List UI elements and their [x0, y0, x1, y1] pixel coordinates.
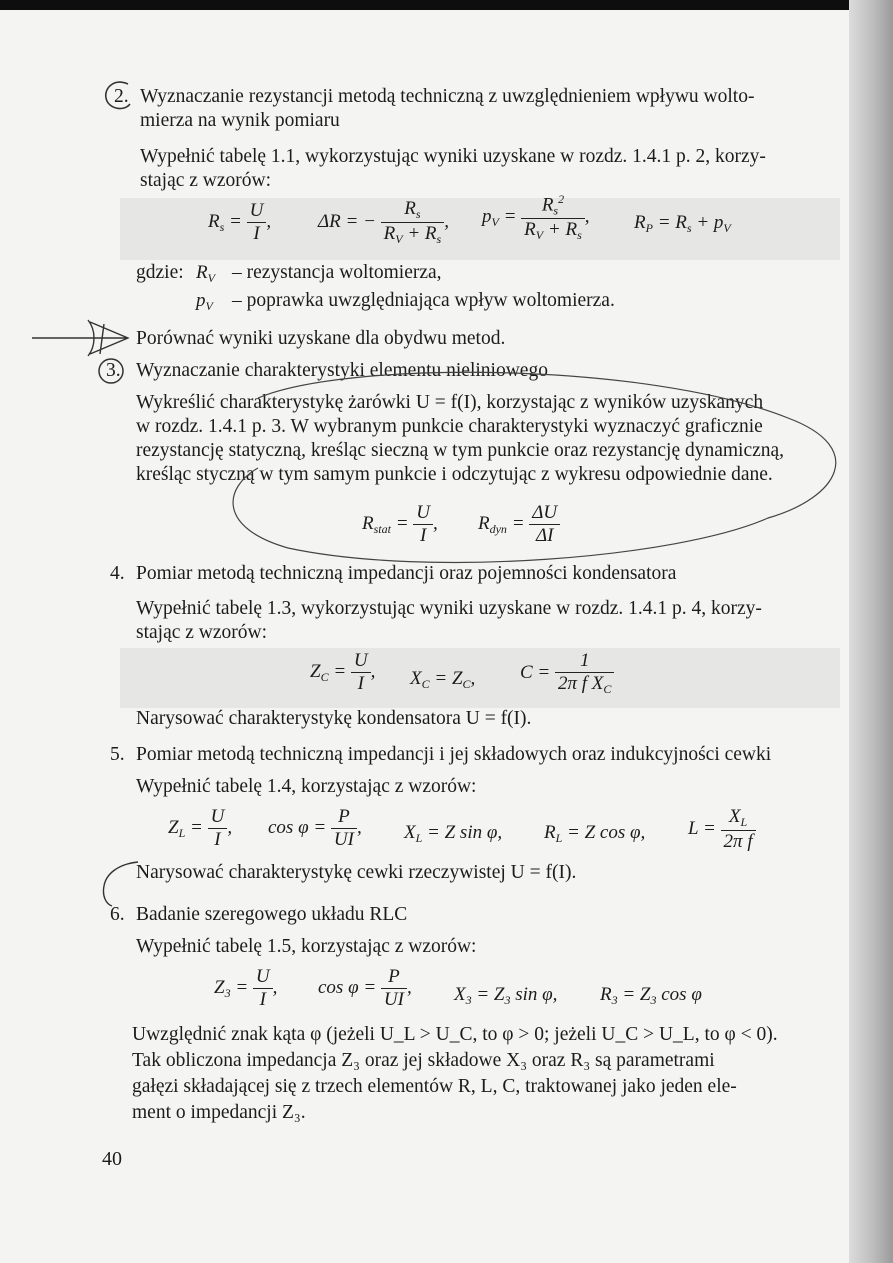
- section-6-paragraph-line2: Tak obliczona impedancja Z₃ oraz jej składowe X₃ oraz R₃ są parametrami: [132, 1050, 715, 1071]
- formula-r-dyn: $R_{dyn}$ = $\frac{\Delta U}{\Delta I}$: [478, 502, 560, 547]
- formula-rs: $R_s$ = $\frac{U}{I}$ ,: [208, 200, 272, 244]
- formula-zc: $Z_C$ = $\frac{U}{I}$ ,: [310, 650, 376, 694]
- formula-zl: $Z_L$ = $\frac{U}{I}$ ,: [168, 806, 233, 850]
- section-2-heading: Wyznaczanie rezystancji metodą techniczną z uwzględnieniem wpływu wolto-: [140, 86, 755, 107]
- section-2-instruction-cont: stając z wzorów:: [140, 170, 272, 191]
- section-3-line1: Wykreślić charakterystykę żarówki U = f(I), korzystając z wyników uzyskanych: [136, 392, 764, 413]
- section-2-instruction: Wypełnić tabelę 1.1, wykorzystując wyniki uzyskane w rozdz. 1.4.1 p. 2, korzy-: [140, 146, 766, 167]
- formula-xl: $X_L = Z$ sin φ,: [404, 822, 503, 845]
- section-5-marker: 5.: [110, 744, 125, 765]
- section-6-marker: 6.: [110, 904, 125, 925]
- section-3-line3: rezystancję statyczną, kreśląc sieczną w tym punkcie oraz rezystancję dynamiczną,: [136, 440, 785, 461]
- symbol-pv: $p_V$: [196, 290, 213, 313]
- section-3-line4: kreśląc styczną w tym samym punkcie i odczytując z wykresu odpowiednie dane.: [136, 464, 773, 485]
- page-number: 40: [102, 1148, 122, 1170]
- formula-l: L = $\frac{X_L}{\text{2π f}}$: [688, 806, 756, 853]
- section-2-compare: Porównać wyniki uzyskane dla obydwu metod.: [136, 328, 506, 349]
- formula-cos-phi: cos φ = $\frac{P}{UI}$ ,: [268, 806, 362, 850]
- section-6-heading: Badanie szeregowego układu RLC: [136, 904, 408, 925]
- legend-gdzie: gdzie:: [136, 262, 184, 283]
- show-through-band: [120, 648, 840, 708]
- section-3-marker: 3.: [106, 360, 121, 381]
- formula-pv: $p_V$ = $\frac{R_s^2}{R_V + R_s}$ ,: [482, 192, 590, 243]
- section-4-draw: Narysować charakterystykę kondensatora U = f(I).: [136, 708, 532, 729]
- formula-xc: $X_C = Z_C$,: [410, 668, 476, 691]
- section-2-heading-cont: mierza na wynik pomiaru: [140, 110, 340, 131]
- symbol-rv: $R_V$: [196, 262, 215, 285]
- formula-rp: $R_P = R_s + p_V$: [634, 212, 731, 235]
- section-6-paragraph-line1: Uwzględnić znak kąta φ (jeżeli U_L > U_C, to φ > 0; jeżeli U_C > U_L, to φ < 0).: [132, 1024, 778, 1045]
- formula-r-stat: $R_{stat}$ = $\frac{U}{I}$ ,: [362, 502, 438, 546]
- section-5-draw: Narysować charakterystykę cewki rzeczywistej U = f(I).: [136, 862, 577, 883]
- formula-z3: $Z_3$ = $\frac{U}{I}$ ,: [214, 966, 278, 1010]
- formula-rl: $R_L = Z$ cos φ,: [544, 822, 646, 845]
- hand-drawn-ellipse-annotation: [228, 368, 858, 588]
- section-4-marker: 4.: [110, 563, 125, 584]
- formula-cos-phi-3: cos φ = $\frac{P}{UI}$ ,: [318, 966, 412, 1010]
- section-5-heading: Pomiar metodą techniczną impedancji i jej składowych oraz indukcyjności cewki: [136, 744, 772, 765]
- scan-top-edge: [0, 0, 893, 10]
- section-6-paragraph-line4: ment o impedancji Z₃.: [132, 1102, 306, 1123]
- section-3-heading: Wyznaczanie charakterystyki elementu nieliniowego: [136, 360, 548, 381]
- formula-c: C = $\frac{1}{2\pi f X_C}$: [520, 650, 614, 697]
- legend-rv-desc: – rezystancja woltomierza,: [232, 262, 442, 283]
- scan-right-edge: [849, 0, 893, 1263]
- section-4-instruction-cont: stając z wzorów:: [136, 622, 268, 643]
- section-2-marker: 2.: [114, 86, 129, 107]
- formula-r3: $R_3 = Z_3$ cos φ: [600, 984, 702, 1007]
- legend-pv-desc: – poprawka uwzględniająca wpływ woltomierza.: [232, 290, 615, 311]
- section-3-line2: w rozdz. 1.4.1 p. 3. W wybranym punkcie charakterystyki wyznaczyć graficznie: [136, 416, 763, 437]
- section-4-instruction: Wypełnić tabelę 1.3, wykorzystując wyniki uzyskane w rozdz. 1.4.1 p. 4, korzy-: [136, 598, 762, 619]
- section-4-heading: Pomiar metodą techniczną impedancji oraz pojemności kondensatora: [136, 563, 677, 584]
- section-5-instruction: Wypełnić tabelę 1.4, korzystając z wzorów:: [136, 776, 477, 797]
- hand-drawn-arrow-mark: [30, 310, 130, 360]
- formula-x3: $X_3 = Z_3$ sin φ,: [454, 984, 558, 1007]
- formula-delta-r: ΔR = − $\frac{R_s}{R_V + R_s}$ ,: [318, 198, 449, 246]
- section-6-paragraph-line3: gałęzi składającej się z trzech elementów R, L, C, traktowanej jako jeden ele-: [132, 1076, 737, 1097]
- section-6-instruction: Wypełnić tabelę 1.5, korzystając z wzorów:: [136, 936, 477, 957]
